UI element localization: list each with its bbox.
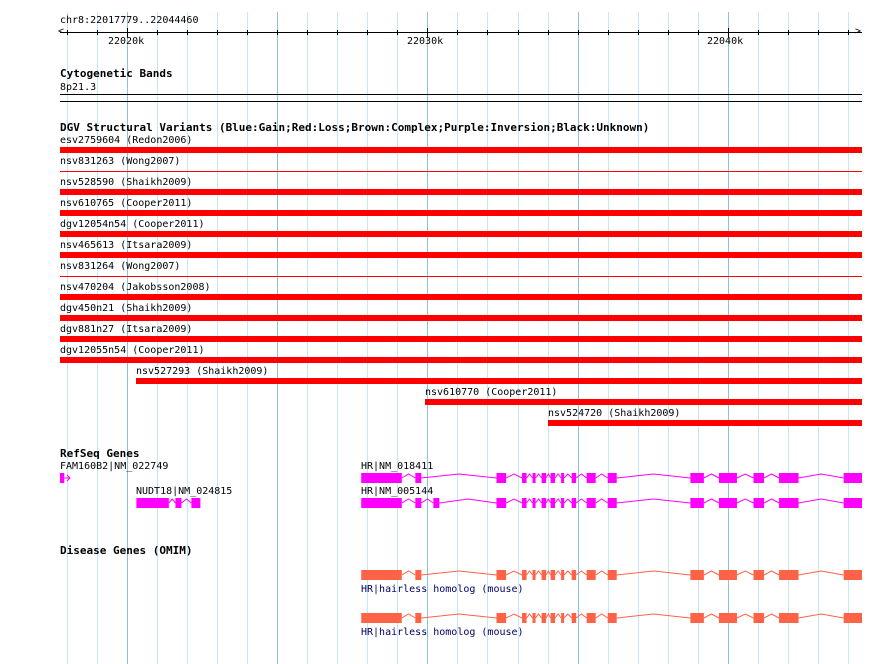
variant-label[interactable]: esv2759604 (Redon2006)	[60, 135, 193, 146]
variant-bar[interactable]	[60, 171, 862, 172]
cytoband-line-top	[60, 94, 862, 95]
ruler-tick	[367, 30, 368, 35]
variant-bar[interactable]	[60, 252, 862, 258]
variant-label[interactable]: nsv524720 (Shaikh2009)	[548, 408, 681, 419]
gene-label[interactable]: HR|NM_018411	[361, 461, 434, 472]
variant-bar[interactable]	[136, 378, 862, 384]
variant-label[interactable]: dgv881n27 (Itsara2009)	[60, 324, 193, 335]
ruler-tick	[638, 30, 639, 35]
variant-label[interactable]: dgv12055n54 (Cooper2011)	[60, 345, 205, 356]
ruler-tick	[818, 30, 819, 35]
variant-bar[interactable]	[60, 231, 862, 237]
gene-label[interactable]: NUDT18|NM_024815	[136, 486, 233, 497]
variant-label[interactable]: nsv610770 (Cooper2011)	[425, 387, 558, 398]
cytoband-label[interactable]: 8p21.3	[60, 82, 97, 93]
ruler-tick	[157, 30, 158, 35]
variant-bar[interactable]	[60, 147, 862, 153]
variant-bar[interactable]	[548, 420, 862, 426]
cytoband-line-bottom	[60, 101, 862, 102]
variant-label[interactable]: dgv450n21 (Shaikh2009)	[60, 303, 193, 314]
ruler-tick	[487, 30, 488, 35]
variant-bar[interactable]	[60, 357, 862, 363]
variant-label[interactable]: dgv12054n54 (Cooper2011)	[60, 219, 205, 230]
ruler-tick	[788, 30, 789, 35]
ruler-line	[60, 32, 862, 33]
variant-label[interactable]: nsv831264 (Wong2007)	[60, 261, 181, 272]
variant-bar[interactable]	[60, 189, 862, 195]
variant-label[interactable]: nsv527293 (Shaikh2009)	[136, 366, 269, 377]
variant-label[interactable]: nsv528590 (Shaikh2009)	[60, 177, 193, 188]
ruler-tick	[698, 30, 699, 35]
tick-label-22030k: 22030k	[407, 36, 444, 47]
ruler-tick	[337, 30, 338, 35]
gene-label[interactable]: HR|hairless homolog (mouse)	[361, 584, 524, 595]
ruler-tick	[548, 30, 549, 35]
gene-label[interactable]: HR|NM_005144	[361, 486, 434, 497]
variant-bar[interactable]	[60, 336, 862, 342]
ruler-arrow-right: >	[855, 26, 862, 37]
variant-bar[interactable]	[60, 276, 862, 277]
ruler-tick	[97, 30, 98, 35]
ruler-tick	[848, 30, 849, 35]
variant-label[interactable]: nsv470204 (Jakobsson2008)	[60, 282, 211, 293]
variant-bar[interactable]	[60, 315, 862, 321]
refseq-track-title[interactable]: RefSeq Genes	[60, 447, 140, 460]
ruler-tick	[397, 30, 398, 35]
omim-track-title[interactable]: Disease Genes (OMIM)	[60, 544, 193, 557]
ruler-tick	[67, 30, 68, 35]
variant-bar[interactable]	[60, 294, 862, 300]
gene-label[interactable]: FAM160B2|NM_022749	[60, 461, 169, 472]
variant-bar[interactable]	[60, 210, 862, 216]
tick-label-22040k: 22040k	[707, 36, 744, 47]
ruler-tick	[608, 30, 609, 35]
ruler-tick	[578, 30, 579, 35]
tick-label-22020k: 22020k	[108, 36, 145, 47]
variant-label[interactable]: nsv831263 (Wong2007)	[60, 156, 181, 167]
dgv-track-title[interactable]: DGV Structural Variants (Blue:Gain;Red:Loss;Brown:Complex;Purple:Inversion;Black:Unknown)	[60, 121, 650, 134]
region-coordinates: chr8:22017779..22044460	[60, 15, 199, 26]
variant-label[interactable]: nsv465613 (Itsara2009)	[60, 240, 193, 251]
ruler-tick	[277, 30, 278, 35]
ruler-arrow-left: <	[58, 26, 65, 37]
ruler-tick	[247, 30, 248, 35]
ruler-tick	[668, 30, 669, 35]
ruler-tick	[518, 30, 519, 35]
variant-label[interactable]: nsv610765 (Cooper2011)	[60, 198, 193, 209]
ruler-tick	[457, 30, 458, 35]
ruler-tick	[307, 30, 308, 35]
ruler-tick	[758, 30, 759, 35]
cytoband-track-title[interactable]: Cytogenetic Bands	[60, 67, 173, 80]
variant-bar[interactable]	[425, 399, 862, 405]
ruler-tick	[187, 30, 188, 35]
ruler-tick	[217, 30, 218, 35]
gene-label[interactable]: HR|hairless homolog (mouse)	[361, 627, 524, 638]
